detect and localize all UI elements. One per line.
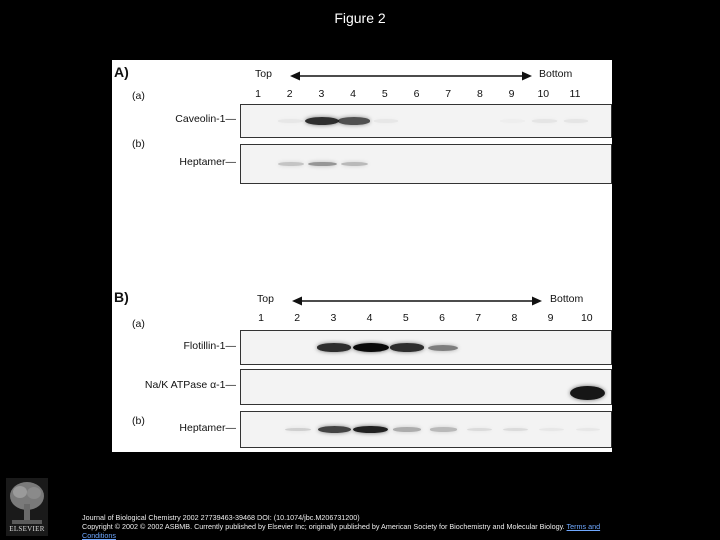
blot-band [539, 428, 564, 431]
blot-band [353, 343, 389, 352]
footer [82, 514, 602, 540]
blot-band [374, 119, 399, 122]
elsevier-logo-text: ELSEVIER [9, 525, 45, 533]
blot-band [318, 426, 351, 433]
lane-number: 7 [445, 88, 452, 100]
blot-row-label: Heptamer— [179, 156, 236, 168]
blot-row-label: Heptamer— [179, 421, 236, 434]
lane-number: 4 [350, 88, 357, 100]
copyright-line [82, 523, 602, 540]
citation-text: Journal of Biological Chemistry 2002 27739463-39468 DOI: (10.1074/jbc.M206731200) [82, 513, 360, 522]
blot-band [500, 119, 524, 122]
blot-band [532, 119, 557, 122]
blot-band [467, 428, 492, 432]
lane-number: 10 [537, 88, 550, 100]
panel-a-gradient-arrow [290, 70, 532, 82]
lane-number: 8 [476, 88, 483, 100]
lane-number: 3 [318, 88, 325, 100]
blot-band [564, 119, 589, 122]
lane-number: 3 [330, 312, 337, 324]
blot-band [341, 162, 368, 166]
slide-title: Figure 2 [334, 10, 386, 26]
blot-band [353, 426, 388, 434]
blot-band [278, 162, 304, 166]
panel-a-letter: A) [114, 64, 129, 80]
lane-number: 8 [511, 312, 518, 324]
blot-band [390, 343, 424, 351]
lane-number: 6 [439, 312, 445, 324]
lane-number: 2 [294, 312, 301, 324]
lane-number: 9 [547, 312, 554, 324]
blot-sub-label: (a) [132, 318, 145, 330]
blot-band [285, 428, 311, 432]
panel-b-gradient-arrow [292, 295, 542, 307]
blot-band [317, 343, 351, 351]
lane-number: 9 [508, 88, 515, 100]
blot-sub-label: (b) [132, 415, 145, 427]
lane-number: 1 [255, 88, 261, 100]
lane-number: 1 [258, 312, 264, 324]
blot-band [428, 345, 458, 351]
lane-number: 10 [580, 312, 593, 324]
lane-number: 6 [413, 88, 420, 100]
lane-number: 4 [366, 312, 373, 324]
blot-band [576, 428, 601, 431]
blot-band [308, 162, 337, 167]
lane-number: 5 [402, 312, 409, 324]
panel-b-top-label: Top [257, 293, 274, 305]
panel-b-bottom-label: Bottom [550, 293, 584, 305]
blot-strip [240, 144, 612, 184]
blot-band [278, 119, 303, 122]
lane-number: 7 [475, 312, 482, 324]
lane-number: 11 [569, 88, 581, 100]
blot-strip [240, 411, 612, 448]
blot-band [430, 427, 457, 431]
lane-number: 5 [381, 88, 388, 100]
blot-band [393, 427, 421, 432]
blot-row-label: Flotillin-1— [183, 339, 236, 352]
blot-band [305, 117, 339, 125]
panel-a-bottom-label: Bottom [539, 68, 573, 80]
blot-strip [240, 330, 612, 365]
copyright-text: Copyright © 2002 © 2002 ASBMB. Currently published by Elsevier Inc; originally published by American Society for Biochemistry and Molecular Biology. [82, 521, 565, 531]
blot-band [338, 117, 370, 124]
panel-a-top-label: Top [255, 68, 272, 80]
terms-link[interactable]: Terms and Conditions [82, 521, 601, 540]
panel-b-letter: B) [114, 289, 129, 305]
blot-strip [240, 369, 612, 405]
blot-band [570, 386, 605, 400]
blot-sub-label: (b) [132, 138, 145, 150]
blot-strip [240, 104, 612, 138]
lane-number: 2 [286, 88, 293, 100]
blot-row-label: Na/K ATPase α-1— [144, 379, 236, 391]
blot-band [503, 428, 528, 432]
blot-row-label: Caveolin-1— [175, 113, 236, 125]
blot-sub-label: (a) [132, 90, 145, 102]
figure-panel [112, 60, 612, 452]
